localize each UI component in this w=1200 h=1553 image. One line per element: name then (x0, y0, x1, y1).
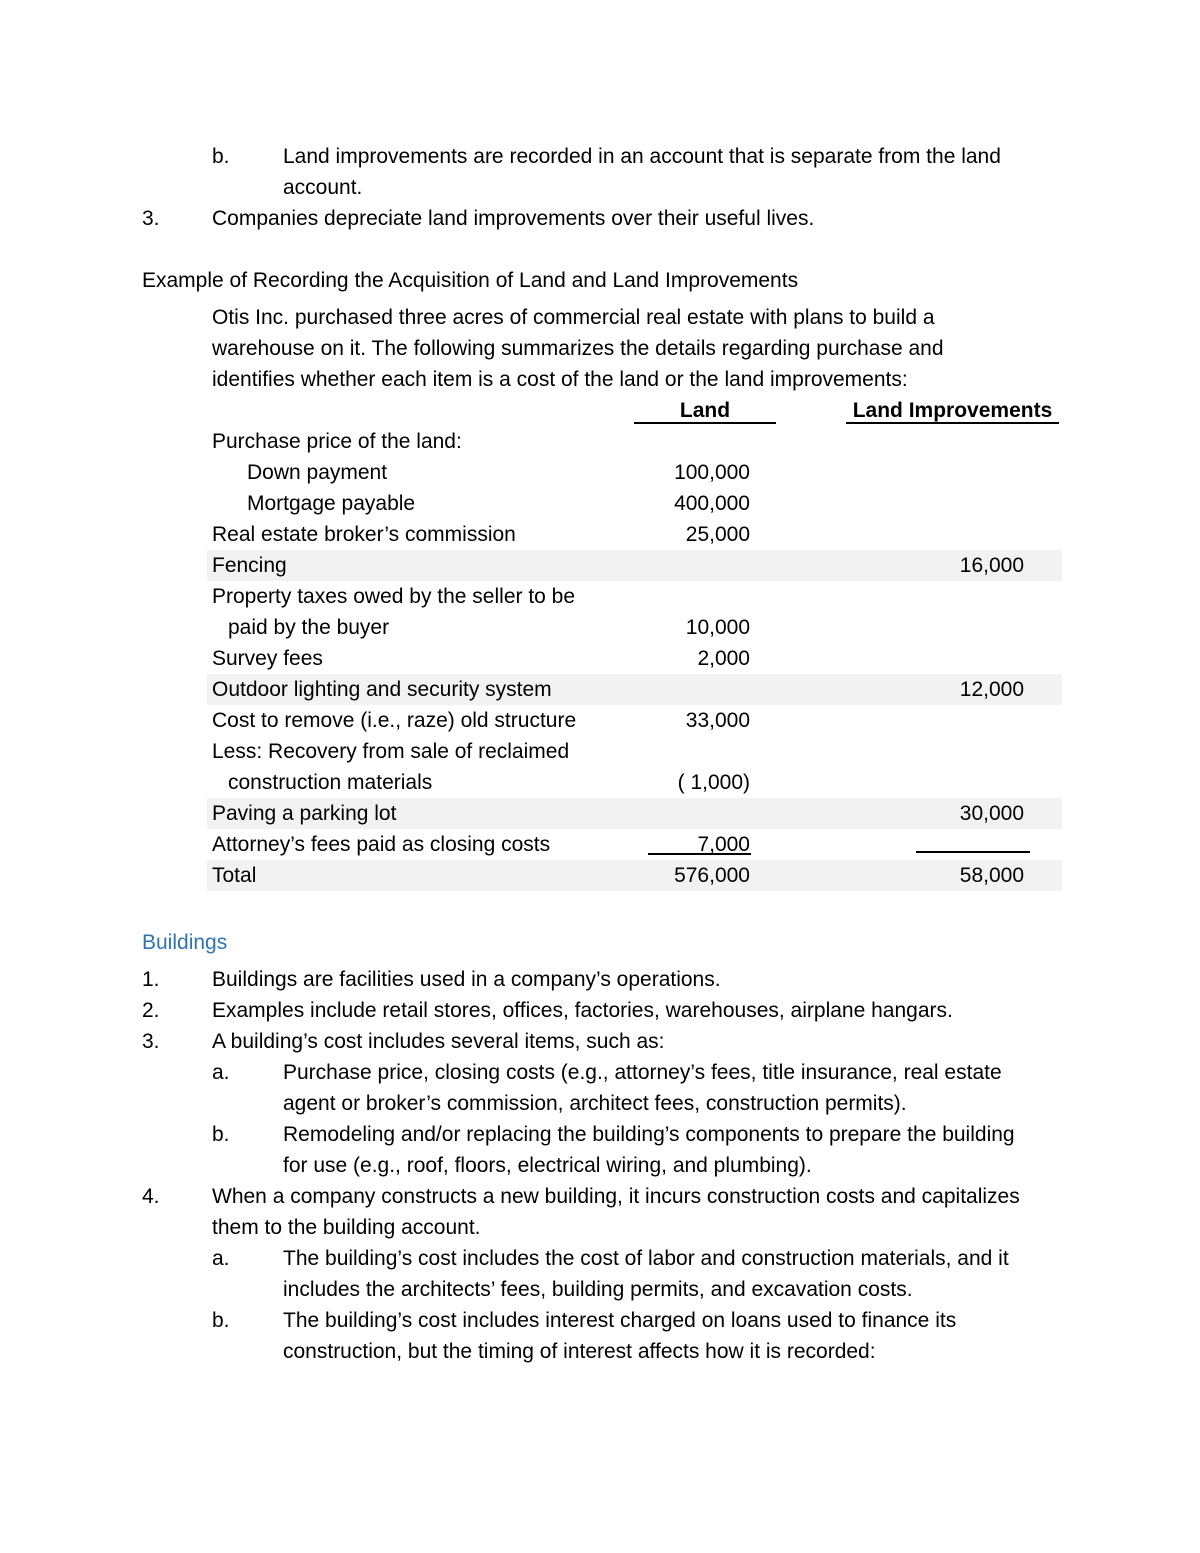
list-item-text: account. (283, 176, 363, 199)
table-row-label: paid by the buyer (228, 616, 390, 639)
list-item-text: agent or broker’s commission, architect fees, construction permits). (283, 1092, 907, 1115)
list-item-text: for use (e.g., roof, floors, electrical wiring, and plumbing). (283, 1154, 812, 1177)
improvements-value: 30,000 (959, 802, 1024, 825)
table-row-label: Attorney’s fees paid as closing costs (212, 833, 551, 856)
table-row-label: Less: Recovery from sale of reclaimed (212, 740, 570, 763)
table-row-label: Paving a parking lot (212, 802, 397, 825)
land-value: 10,000 (685, 616, 750, 639)
land-total: 576,000 (674, 864, 750, 887)
header-underline (846, 422, 1059, 424)
list-item-text: includes the architects’ fees, building permits, and excavation costs. (283, 1278, 913, 1301)
list-marker: a. (212, 1061, 230, 1084)
paragraph-line: identifies whether each item is a cost of the land or the land improvements: (212, 368, 908, 391)
list-item-text: them to the building account. (212, 1216, 481, 1239)
row-shading (207, 860, 1062, 891)
list-item-text: The building’s cost includes the cost of labor and construction materials, and it (283, 1247, 1009, 1270)
list-marker: 1. (142, 968, 160, 991)
list-marker: 3. (142, 207, 160, 230)
improvements-total: 58,000 (959, 864, 1024, 887)
list-marker: 3. (142, 1030, 160, 1053)
table-row-label: Down payment (247, 461, 388, 484)
list-item-text: Companies depreciate land improvements over their useful lives. (212, 207, 815, 230)
list-marker: 2. (142, 999, 160, 1022)
table-row-label: Property taxes owed by the seller to be (212, 585, 576, 608)
table-row-label-total: Total (212, 864, 257, 887)
paragraph-line: Otis Inc. purchased three acres of commercial real estate with plans to build a (212, 306, 935, 329)
subtotal-rule (648, 853, 751, 855)
list-marker: b. (212, 1123, 230, 1146)
land-value: 100,000 (674, 461, 750, 484)
list-item-text: When a company constructs a new building, it incurs construction costs and capitalizes (212, 1185, 1020, 1208)
buildings-heading: Buildings (142, 931, 228, 954)
table-row-label: Real estate broker’s commission (212, 523, 516, 546)
land-value: 25,000 (685, 523, 750, 546)
list-item-text: A building’s cost includes several items, such as: (212, 1030, 665, 1053)
table-row-label: Purchase price of the land: (212, 430, 462, 453)
list-item-text: The building’s cost includes interest charged on loans used to finance its (283, 1309, 957, 1332)
column-header-land-improvements: Land Improvements (852, 399, 1053, 422)
table-row-label: Outdoor lighting and security system (212, 678, 552, 701)
column-header-land: Land (679, 399, 731, 422)
example-heading: Example of Recording the Acquisition of Land and Land Improvements (142, 269, 799, 292)
table-row-label: Cost to remove (i.e., raze) old structure (212, 709, 577, 732)
list-item-text: Buildings are facilities used in a company’s operations. (212, 968, 721, 991)
land-value: 400,000 (674, 492, 750, 515)
header-underline (634, 422, 776, 424)
list-marker: b. (212, 1309, 230, 1332)
table-row-label: Fencing (212, 554, 287, 577)
list-marker: 4. (142, 1185, 160, 1208)
row-shading (207, 550, 1062, 581)
table-row-label: construction materials (228, 771, 433, 794)
table-row-label: Survey fees (212, 647, 323, 670)
land-value: 2,000 (697, 647, 750, 670)
paragraph-line: warehouse on it. The following summarizes the details regarding purchase and (212, 337, 944, 360)
land-value: 33,000 (685, 709, 750, 732)
land-value: ( 1,000) (677, 771, 750, 794)
improvements-value: 16,000 (959, 554, 1024, 577)
table-row-label: Mortgage payable (247, 492, 416, 515)
list-item-text: Remodeling and/or replacing the building’s components to prepare the building (283, 1123, 1015, 1146)
list-item-text: Examples include retail stores, offices, factories, warehouses, airplane hangars. (212, 999, 953, 1022)
land-value: 7,000 (697, 833, 750, 856)
list-marker: a. (212, 1247, 230, 1270)
list-item-text: Land improvements are recorded in an account that is separate from the land (283, 145, 1001, 168)
improvements-value: 12,000 (959, 678, 1024, 701)
list-item-text: Purchase price, closing costs (e.g., attorney’s fees, title insurance, real estate (283, 1061, 1002, 1084)
list-item-text: construction, but the timing of interest affects how it is recorded: (283, 1340, 876, 1363)
list-marker: b. (212, 145, 230, 168)
subtotal-rule (916, 851, 1030, 853)
